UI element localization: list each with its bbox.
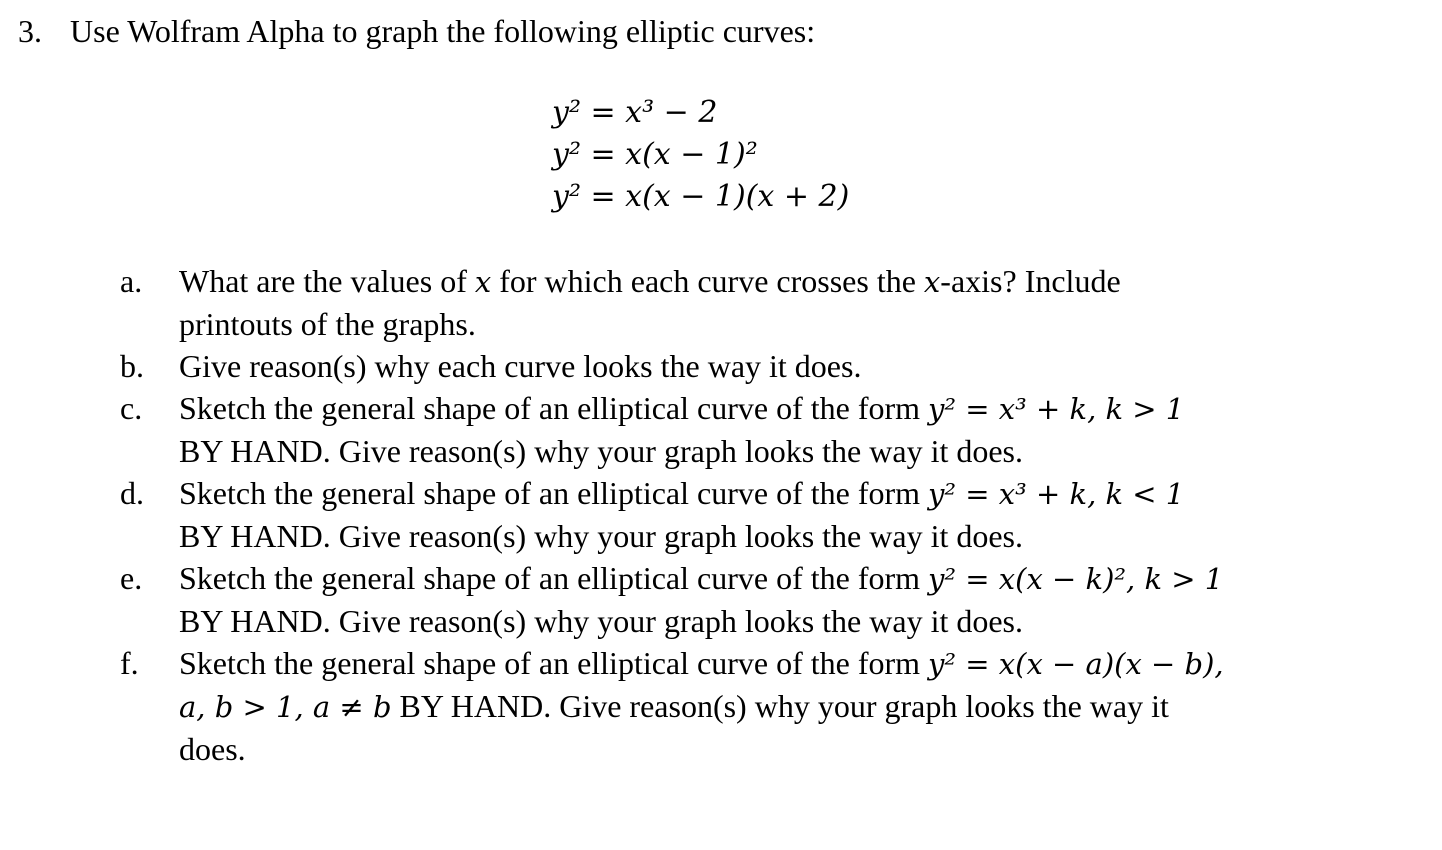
part-line: printouts of the graphs. [179, 306, 476, 342]
part-body [179, 472, 1419, 557]
problem-text: Use Wolfram Alpha to graph the following elliptic curves: [70, 13, 816, 49]
part-line [179, 557, 1419, 600]
text-segment: for which each curve crosses the [491, 263, 924, 299]
part-a [120, 260, 1419, 345]
part-line: BY HAND. Give reason(s) why your graph looks the way it does. [179, 603, 1023, 639]
part-label: e. [120, 560, 143, 596]
part-body [179, 642, 1419, 770]
part-line: does. [179, 731, 246, 767]
part-d [120, 472, 1419, 557]
math-expression: y² = x(x − k)², k > 1 [928, 562, 1224, 596]
part-line [179, 387, 1419, 430]
text-segment: Sketch the general shape of an elliptical curve of the form [179, 645, 929, 681]
problem-number: 3. [18, 13, 42, 49]
math-expression: y² = x³ + k, k < 1 [928, 477, 1185, 511]
equation-3: y² = x(x − 1)(x + 2) [552, 179, 850, 214]
part-line [179, 685, 1419, 728]
problem-statement [18, 10, 815, 52]
part-b [120, 345, 1419, 387]
part-line: BY HAND. Give reason(s) why your graph looks the way it does. [179, 433, 1023, 469]
part-e [120, 557, 1419, 642]
part-c [120, 387, 1419, 472]
part-line: BY HAND. Give reason(s) why your graph looks the way it does. [179, 518, 1023, 554]
part-body [179, 387, 1419, 472]
part-body [179, 557, 1419, 642]
part-body [179, 345, 1419, 387]
text-segment: Sketch the general shape of an elliptical curve of the form [179, 475, 929, 511]
part-label: c. [120, 390, 143, 426]
text-segment: What are the values of [179, 263, 475, 299]
equation-list [552, 92, 849, 218]
equation-2: y² = x(x − 1)² [552, 137, 758, 172]
part-label: b. [120, 348, 144, 384]
text-segment: Sketch the general shape of an elliptical curve of the form [179, 390, 929, 426]
math-variable: x [474, 265, 492, 299]
math-expression: a, b > 1, a ≠ b [179, 690, 392, 724]
text-segment: -axis? Include [940, 263, 1121, 299]
math-expression: y² = x(x − a)(x − b), [928, 647, 1224, 681]
part-line [179, 472, 1419, 515]
part-line: Give reason(s) why each curve looks the way it does. [179, 348, 862, 384]
part-label: a. [120, 263, 143, 299]
sub-question-list [120, 260, 1419, 770]
math-variable: x [923, 265, 941, 299]
part-f [120, 642, 1419, 770]
part-body [179, 260, 1419, 345]
part-label: f. [120, 645, 139, 681]
text-segment: Sketch the general shape of an elliptical curve of the form [179, 560, 929, 596]
text-segment: BY HAND. Give reason(s) why your graph looks the way it [391, 688, 1169, 724]
math-expression: y² = x³ + k, k > 1 [928, 392, 1185, 426]
equation-1: y² = x³ − 2 [552, 95, 718, 130]
part-label: d. [120, 475, 144, 511]
part-line [179, 642, 1419, 685]
part-line [179, 260, 1419, 303]
